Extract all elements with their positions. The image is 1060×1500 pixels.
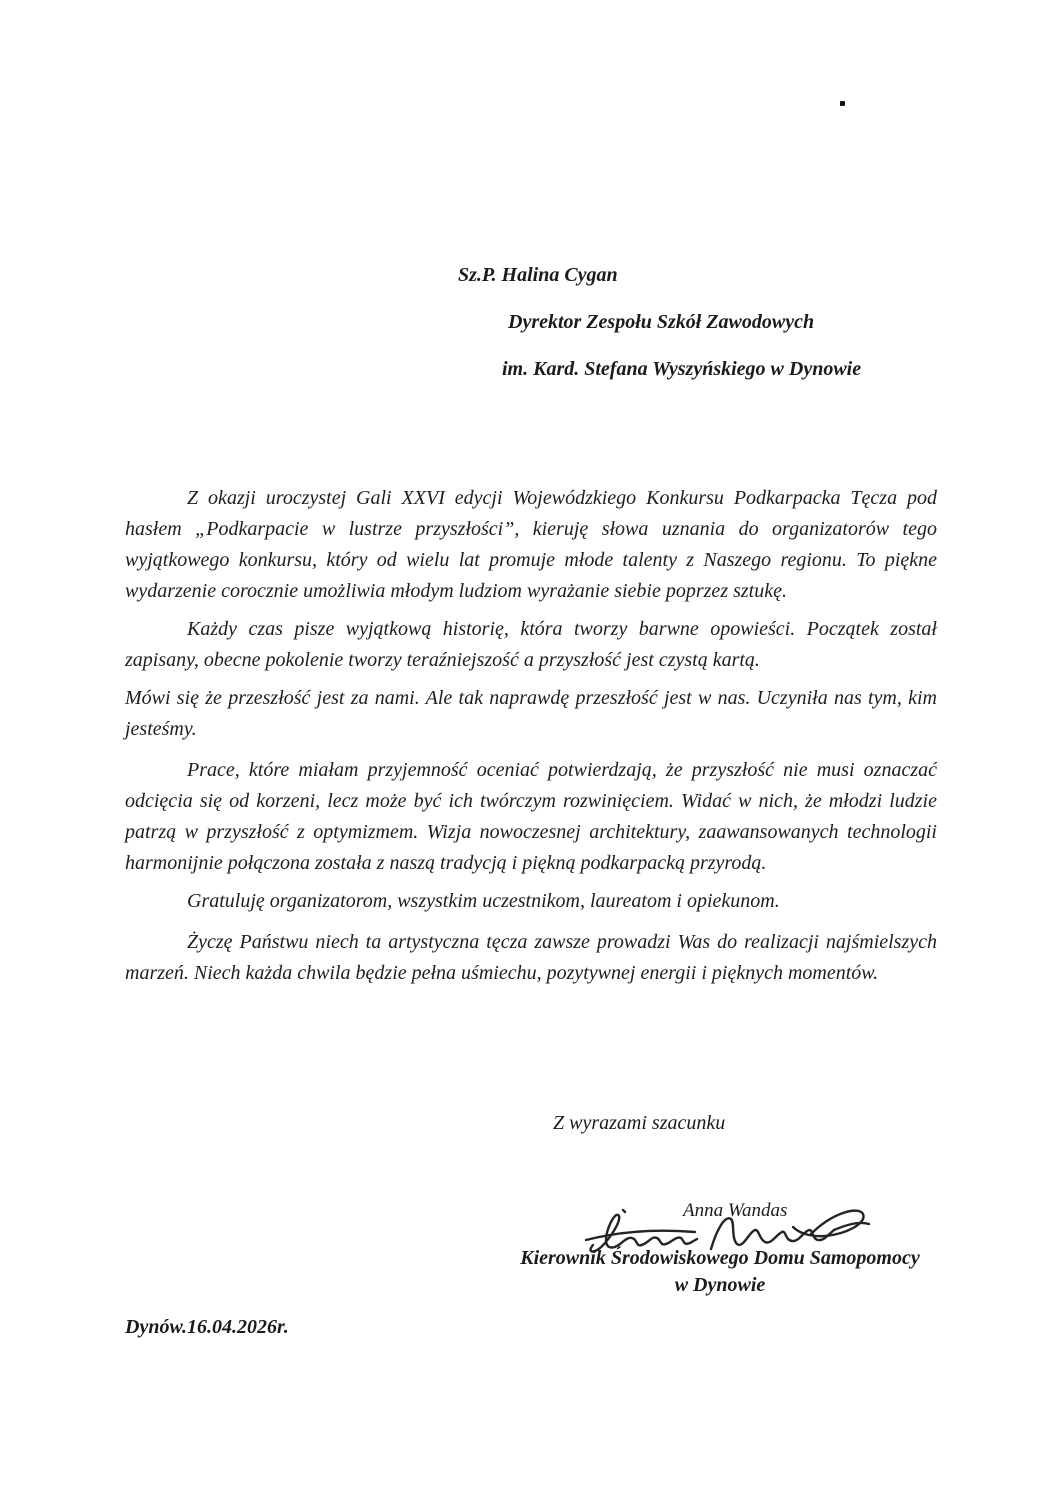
closing-salutation: Z wyrazami szacunku (553, 1112, 726, 1134)
signature-stroke-first (591, 1215, 697, 1252)
body-paragraph-5: Gratuluję organizatorom, wszystkim uczestnikom, laureatom i opiekunom. (187, 890, 780, 912)
signer-location: w Dynowie (674, 1274, 766, 1296)
recipient-institution: im. Kard. Stefana Wyszyńskiego w Dynowie (502, 358, 862, 380)
scan-speck-dot (840, 101, 845, 106)
signer-typed-name: Anna Wandas (683, 1200, 788, 1221)
body-paragraph-3: Mówi się że przeszłość jest za nami. Ale tak naprawdę przeszłość jest w nas. Uczyniła nas tym, kim jesteśmy. (125, 687, 937, 740)
body-paragraph-2: Każdy czas pisze wyjątkową historię, która tworzy barwne opowieści. Początek został zapisany, obecne pokolenie tworzy teraźniejszość a przyszłość jest czystą kartą. (125, 618, 937, 671)
body-paragraph-6: Życzę Państwu niech ta artystyczna tęcza zawsze prowadzi Was do realizacji najśmielszych marzeń. Niech każda chwila będzie pełna uśmiechu, pozytywnej energii i pięknych momentów. (125, 931, 937, 984)
signature-i-dot (623, 1210, 625, 1212)
date-line: Dynów.16.04.2026r. (125, 1316, 289, 1338)
recipient-name: Sz.P. Halina Cygan (458, 264, 618, 286)
body-paragraph-4: Prace, które miałam przyjemność oceniać potwierdzają, że przyszłość nie musi oznaczać odcięcia się od korzeni, lecz może być ich twórczym rozwinięciem. Widać w nich, że młodzi ludzie patrzą w przyszłość z optymizmem. Wizja nowoczesnej architektury, zaawansowanych technologii harmonijnie połączona została z naszą tradycją i piękną podkarpacką przyrodą. (125, 759, 937, 874)
signer-title: Kierownik Środowiskowego Domu Samopomocy (520, 1247, 920, 1269)
signature-stroke-second (711, 1218, 834, 1249)
recipient-title: Dyrektor Zespołu Szkół Zawodowych (508, 311, 815, 333)
recipient-block (458, 252, 861, 393)
letter-body (125, 483, 937, 996)
body-paragraph-1: Z okazji uroczystej Gali XXVI edycji Wojewódzkiego Konkursu Podkarpacka Tęcza pod hasłem „Podkarpacie w lustrze przyszłości”, kieruję słowa uznania do organizatorów tego wyjątkowego konkursu, który od wielu lat promuje młode talenty z Naszego regionu. To piękne wydarzenie corocznie umożliwia młodym ludziom wyrażanie siebie poprzez sztukę. (125, 487, 937, 602)
